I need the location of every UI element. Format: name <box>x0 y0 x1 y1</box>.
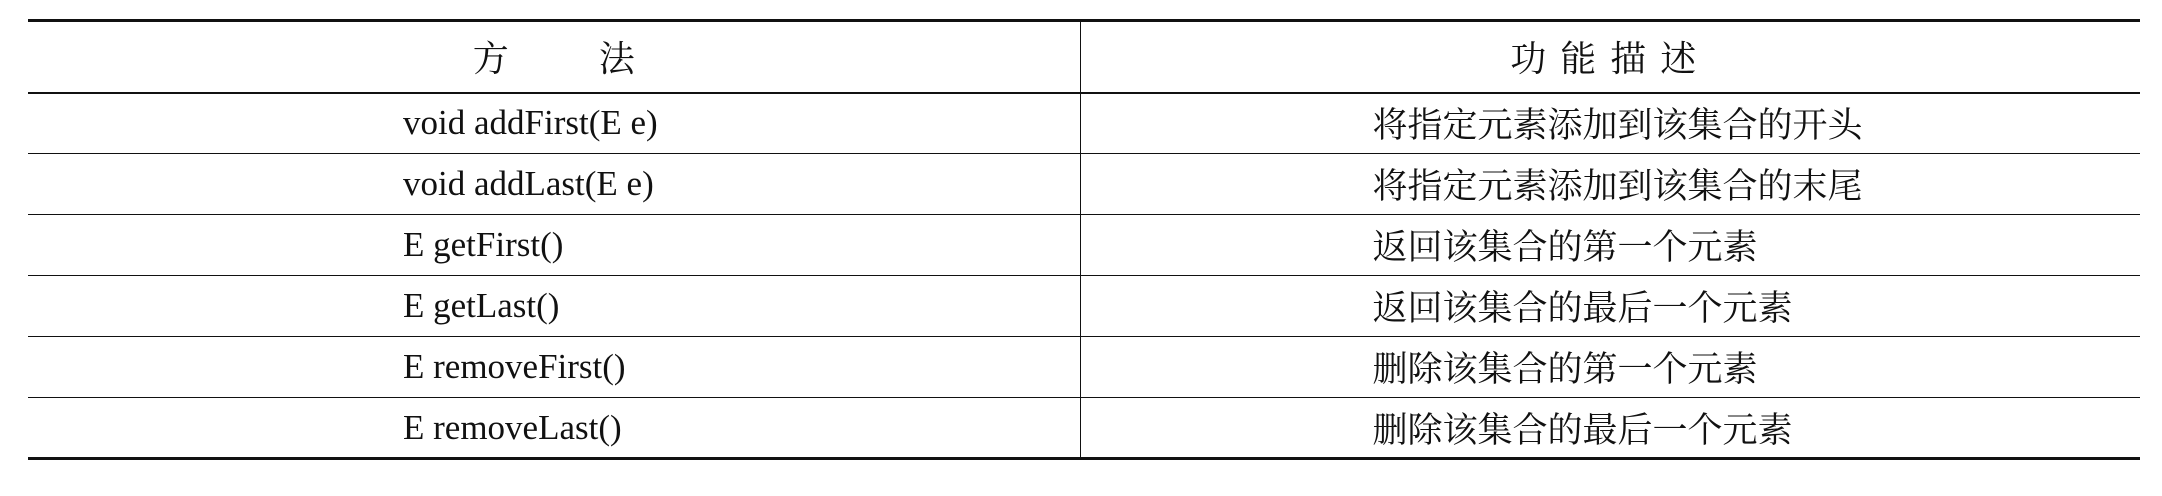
table-header <box>28 21 2140 93</box>
method-cell: E getLast() <box>28 276 1080 337</box>
method-table <box>28 19 2140 460</box>
description-cell: 返回该集合的最后一个元素 <box>1080 276 2140 337</box>
table-row <box>28 154 2140 215</box>
table-row <box>28 93 2140 154</box>
table-row <box>28 276 2140 337</box>
method-table-container <box>28 19 2140 460</box>
header-method <box>28 21 1080 93</box>
description-cell: 将指定元素添加到该集合的末尾 <box>1080 154 2140 215</box>
header-description: 功能描述 <box>1080 21 2140 93</box>
method-cell: E removeFirst() <box>28 337 1080 398</box>
method-cell: E getFirst() <box>28 215 1080 276</box>
table-body <box>28 93 2140 459</box>
header-method-second-char: 法 <box>598 39 635 80</box>
table-row <box>28 398 2140 459</box>
table-row <box>28 337 2140 398</box>
method-cell: void addFirst(E e) <box>28 93 1080 154</box>
description-cell: 将指定元素添加到该集合的开头 <box>1080 93 2140 154</box>
method-cell: void addLast(E e) <box>28 154 1080 215</box>
table-row <box>28 215 2140 276</box>
method-cell: E removeLast() <box>28 398 1080 459</box>
description-cell: 删除该集合的第一个元素 <box>1080 337 2140 398</box>
description-cell: 删除该集合的最后一个元素 <box>1080 398 2140 459</box>
header-row <box>28 21 2140 93</box>
header-method-first-char: 方 <box>472 39 509 80</box>
description-cell: 返回该集合的第一个元素 <box>1080 215 2140 276</box>
